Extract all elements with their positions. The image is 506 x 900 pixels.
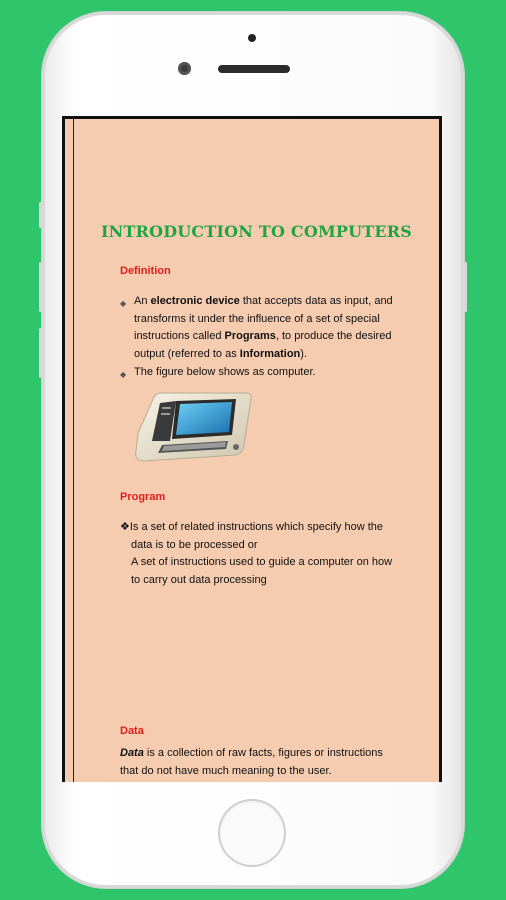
text-run: A set of instructions used to guide a computer on how <box>131 556 393 568</box>
text-run: , to produce the desired <box>275 330 392 342</box>
text-run: instructions called <box>134 330 225 342</box>
text-run: An <box>134 295 151 307</box>
program-heading: Program <box>120 491 166 503</box>
proximity-sensor <box>248 34 256 42</box>
volume-up-button <box>39 262 42 312</box>
text-run: is a collection of raw facts, figures or instructions <box>143 747 383 759</box>
text-run: to carry out data processing <box>131 573 267 586</box>
data-term: Data <box>120 747 144 759</box>
bold-term: electronic device <box>150 295 240 307</box>
definition-heading: Definition <box>120 265 171 277</box>
earpiece-speaker <box>218 65 290 73</box>
text-run: that do not have much meaning to the user. <box>120 764 332 777</box>
document-page <box>73 119 439 782</box>
diamond-bullet-icon: ❖ <box>120 521 130 533</box>
app-screen[interactable] <box>62 116 442 782</box>
volume-down-button <box>39 328 42 378</box>
home-button[interactable] <box>218 799 286 867</box>
text-run: that accepts data as input, and <box>239 295 393 307</box>
data-paragraph <box>120 745 440 780</box>
text-run: data is to be processed or <box>131 538 258 551</box>
computer-illustration <box>132 389 254 463</box>
bold-term: Programs <box>224 330 276 342</box>
text-run: Is a set of related instructions which specify how the <box>129 521 383 533</box>
power-button <box>464 262 467 312</box>
side-button <box>39 202 42 228</box>
program-paragraph <box>120 519 440 589</box>
definition-paragraph <box>134 293 434 363</box>
text-run: transforms it under the influence of a set of special <box>134 312 380 325</box>
bold-term: Information <box>239 347 301 360</box>
definition-bullet-2: The figure below shows as computer. <box>134 366 316 378</box>
text-run: ). <box>300 347 308 360</box>
page-title: INTRODUCTION TO COMPUTERS <box>100 222 413 241</box>
bullet-icon: ◆ <box>120 299 127 308</box>
bullet-icon: ◆ <box>120 370 127 379</box>
text-run: output (referred to as <box>134 347 240 360</box>
front-camera-icon <box>178 62 191 75</box>
data-heading: Data <box>120 725 144 737</box>
